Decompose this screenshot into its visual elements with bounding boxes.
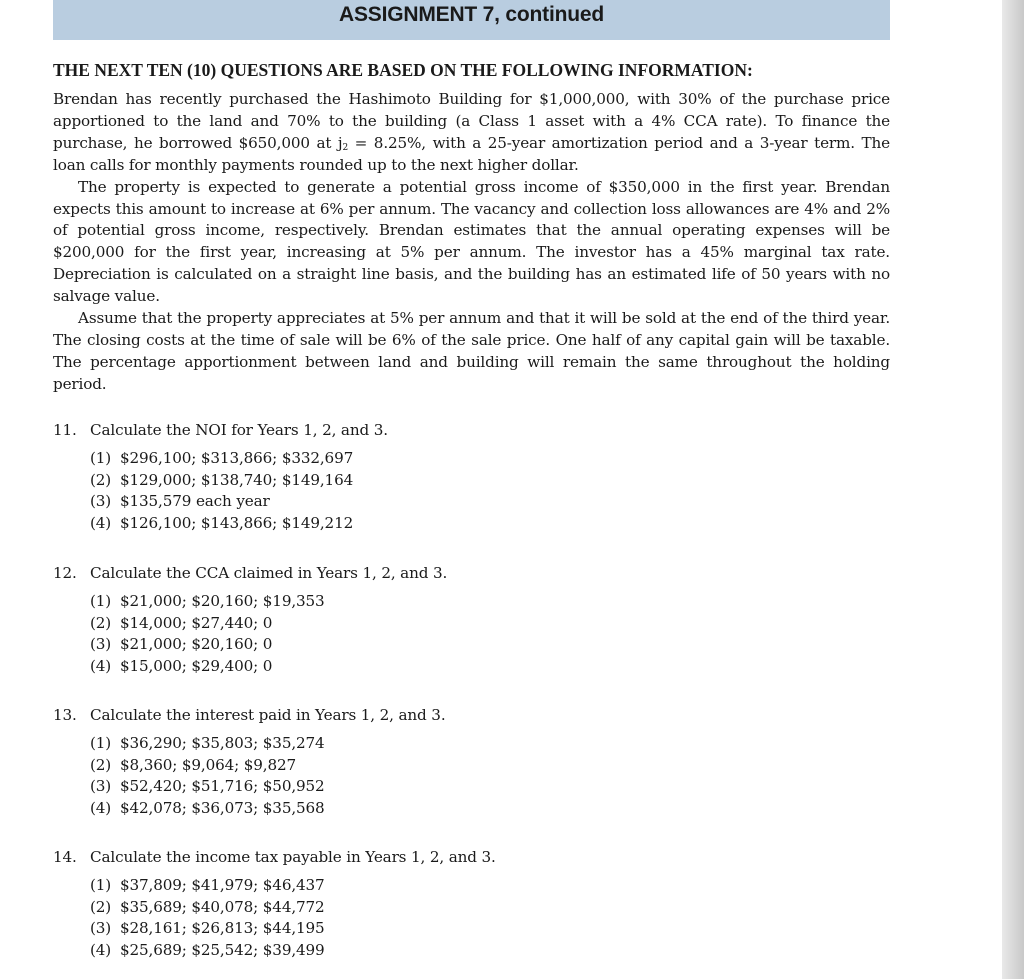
option-4 <box>90 513 890 535</box>
option-text: $36,290; $35,803; $35,274 <box>120 734 325 752</box>
option-2 <box>90 613 890 635</box>
option-label: (1) <box>90 592 112 610</box>
option-4 <box>90 798 890 820</box>
intro-section <box>53 89 890 396</box>
option-text: $296,100; $313,866; $332,697 <box>120 449 354 467</box>
intro-paragraph-3: Assume that the property appreciates at 5% per annum and that it will be sold at the end of the third year. The closing costs at the time of sale will be 6% of the sale price. One half of any capital gain will be taxable. The percentage apportionment between land and building will remain the same throughout the holding period. <box>53 309 890 393</box>
intro-heading: THE NEXT TEN (10) QUESTIONS ARE BASED ON THE FOLLOWING INFORMATION: <box>53 60 753 80</box>
option-text: $21,000; $20,160; $19,353 <box>120 592 325 610</box>
option-2 <box>90 755 890 777</box>
option-label: (3) <box>90 635 112 654</box>
question-stem <box>53 847 890 867</box>
question-stem <box>53 420 890 440</box>
p1-subscript: 2 <box>342 142 349 153</box>
option-text: $126,100; $143,866; $149,212 <box>120 513 354 532</box>
option-label: (2) <box>90 613 112 632</box>
question-number: 13. <box>53 706 77 724</box>
option-text: $35,689; $40,078; $44,772 <box>120 897 325 916</box>
options-list <box>53 875 890 961</box>
option-1 <box>90 448 890 470</box>
option-text: $52,420; $51,716; $50,952 <box>120 777 325 796</box>
option-1 <box>90 733 890 755</box>
option-1 <box>90 875 890 897</box>
option-1 <box>90 591 890 613</box>
option-4 <box>90 656 890 678</box>
intro-paragraph-2: The property is expected to generate a potential gross income of $350,000 in the first year. Brendan expects this amount to increase at 6% per annum. The vacancy and collection loss allowances are 4% and 2% of potential gross income, respectively. Brendan estimates that the annual operating expenses will be $200,000 for the first year, increasing at 5% per annum. The investor has a 45% marginal tax rate. Depreciation is calculated on a straight line basis, and the building has an estimated life of 50 years with no salvage value. <box>53 177 890 306</box>
question-11 <box>53 420 890 534</box>
option-text: $42,078; $36,073; $35,568 <box>120 798 325 817</box>
option-3 <box>90 918 890 940</box>
option-text: $28,161; $26,813; $44,195 <box>120 919 325 938</box>
p1-text-start: Brendan has recently purchased the Hashimoto Building for $1,000,000, with 30% of the purchase price apportioned to the land and 70% to the building (a Class 1 asset with a 4% CCA rate). To finance the purchase, he borrowed $650,000 at j <box>53 90 890 152</box>
page-title: ASSIGNMENT 7, continued <box>339 2 604 26</box>
question-number: 12. <box>53 564 77 582</box>
question-text: Calculate the income tax payable in Years 1, 2, and 3. <box>90 848 496 866</box>
option-text: $21,000; $20,160; 0 <box>120 635 273 654</box>
option-2 <box>90 897 890 919</box>
option-label: (2) <box>90 897 112 916</box>
option-text: $25,689; $25,542; $39,499 <box>120 940 325 959</box>
option-text: $129,000; $138,740; $149,164 <box>120 470 354 489</box>
option-label: (3) <box>90 777 112 796</box>
question-text: Calculate the CCA claimed in Years 1, 2, and 3. <box>90 564 448 582</box>
option-3 <box>90 491 890 513</box>
option-label: (3) <box>90 919 112 938</box>
question-number: 11. <box>53 421 77 439</box>
options-list <box>53 733 890 819</box>
document-page <box>53 0 890 959</box>
option-text: $14,000; $27,440; 0 <box>120 613 273 632</box>
option-label: (1) <box>90 876 112 894</box>
option-text: $15,000; $29,400; 0 <box>120 656 273 675</box>
option-text: $8,360; $9,064; $9,827 <box>120 755 297 774</box>
option-label: (1) <box>90 734 112 752</box>
option-label: (3) <box>90 492 112 511</box>
option-text: $37,809; $41,979; $46,437 <box>120 876 325 894</box>
question-number: 14. <box>53 848 77 866</box>
option-2 <box>90 470 890 492</box>
option-label: (1) <box>90 449 112 467</box>
option-label: (2) <box>90 755 112 774</box>
question-stem <box>53 705 890 725</box>
option-4 <box>90 940 890 962</box>
option-3 <box>90 634 890 656</box>
question-text: Calculate the interest paid in Years 1, 2, and 3. <box>90 706 446 724</box>
option-label: (4) <box>90 798 112 817</box>
options-list <box>53 448 890 534</box>
intro-paragraph-1 <box>53 89 890 177</box>
question-14 <box>53 847 890 961</box>
option-3 <box>90 776 890 798</box>
option-label: (2) <box>90 470 112 489</box>
page-edge-shadow <box>1002 0 1024 979</box>
question-stem <box>53 563 890 583</box>
options-list <box>53 591 890 677</box>
question-text: Calculate the NOI for Years 1, 2, and 3. <box>90 421 388 439</box>
p1-text-end: = 8.25%, with a 25-year amortization period and a 3-year term. The loan calls for monthly payments rounded up to the next higher dollar. <box>53 133 890 174</box>
question-13 <box>53 705 890 819</box>
header-banner <box>53 0 890 40</box>
option-label: (4) <box>90 513 112 532</box>
question-12 <box>53 563 890 677</box>
option-text: $135,579 each year <box>120 492 270 511</box>
option-label: (4) <box>90 656 112 675</box>
option-label: (4) <box>90 940 112 959</box>
